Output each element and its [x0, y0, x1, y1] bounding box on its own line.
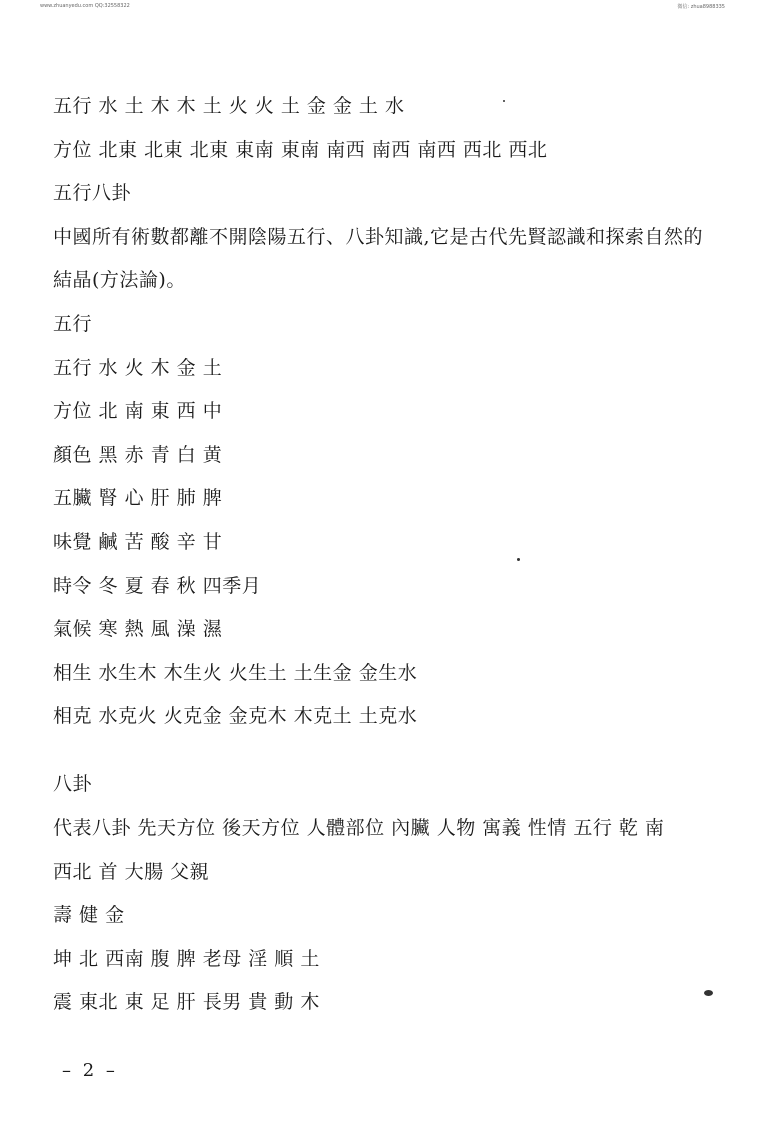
- table-row: 五臟 腎 心 肝 肺 脾: [53, 487, 223, 510]
- paragraph-line: 中國所有術數都離不開陰陽五行、八卦知識,它是古代先賢認識和探索自然的: [53, 225, 704, 248]
- document-body: [53, 94, 713, 1034]
- table-row: 代表八卦 先天方位 後天方位 人體部位 內臟 人物 寓義 性情 五行 乾 南: [53, 816, 665, 839]
- scan-speck: [503, 100, 505, 102]
- table-row: 震 東北 東 足 肝 長男 貴 動 木: [53, 991, 320, 1014]
- table-row: 方位 北 南 東 西 中: [53, 400, 223, 423]
- table-row: 相生 水生木 木生火 火生土 土生金 金生水: [53, 661, 418, 684]
- scan-speck: [517, 558, 520, 561]
- section-heading: 五行: [53, 312, 93, 335]
- table-row: 五行 水 火 木 金 土: [53, 356, 223, 379]
- table-row: 相克 水克火 火克金 金克木 木克土 土克水: [53, 705, 418, 728]
- table-row: 坤 北 西南 腹 脾 老母 淫 順 土: [53, 947, 320, 970]
- table-row: 西北 首 大腸 父親: [53, 860, 210, 883]
- section-heading: 五行八卦: [53, 182, 132, 205]
- table-row: 顏色 黑 赤 青 白 黄: [53, 443, 223, 466]
- section-heading: 八卦: [53, 773, 93, 796]
- text-line: 方位 北東 北東 北東 東南 東南 南西 南西 南西 西北 西北: [53, 138, 548, 161]
- page-number: – 2 –: [62, 1060, 118, 1081]
- paragraph-line: 結晶(方法論)。: [53, 269, 186, 292]
- text-line: 五行 水 土 木 木 土 火 火 土 金 金 土 水: [53, 95, 405, 117]
- table-row: 味覺 鹹 苦 酸 辛 甘: [53, 530, 223, 553]
- scan-header-left: www.zhuanyedu.com QQ:32558322: [40, 3, 130, 9]
- table-row: 時令 冬 夏 春 秋 四季月: [53, 574, 262, 597]
- scan-speck: [704, 990, 713, 996]
- scan-header: [0, 3, 765, 13]
- table-row: 壽 健 金: [53, 904, 125, 927]
- scan-header-right: 微信: zhua8988335: [677, 4, 725, 10]
- table-row: 氣候 寒 熱 風 澡 濕: [53, 618, 223, 641]
